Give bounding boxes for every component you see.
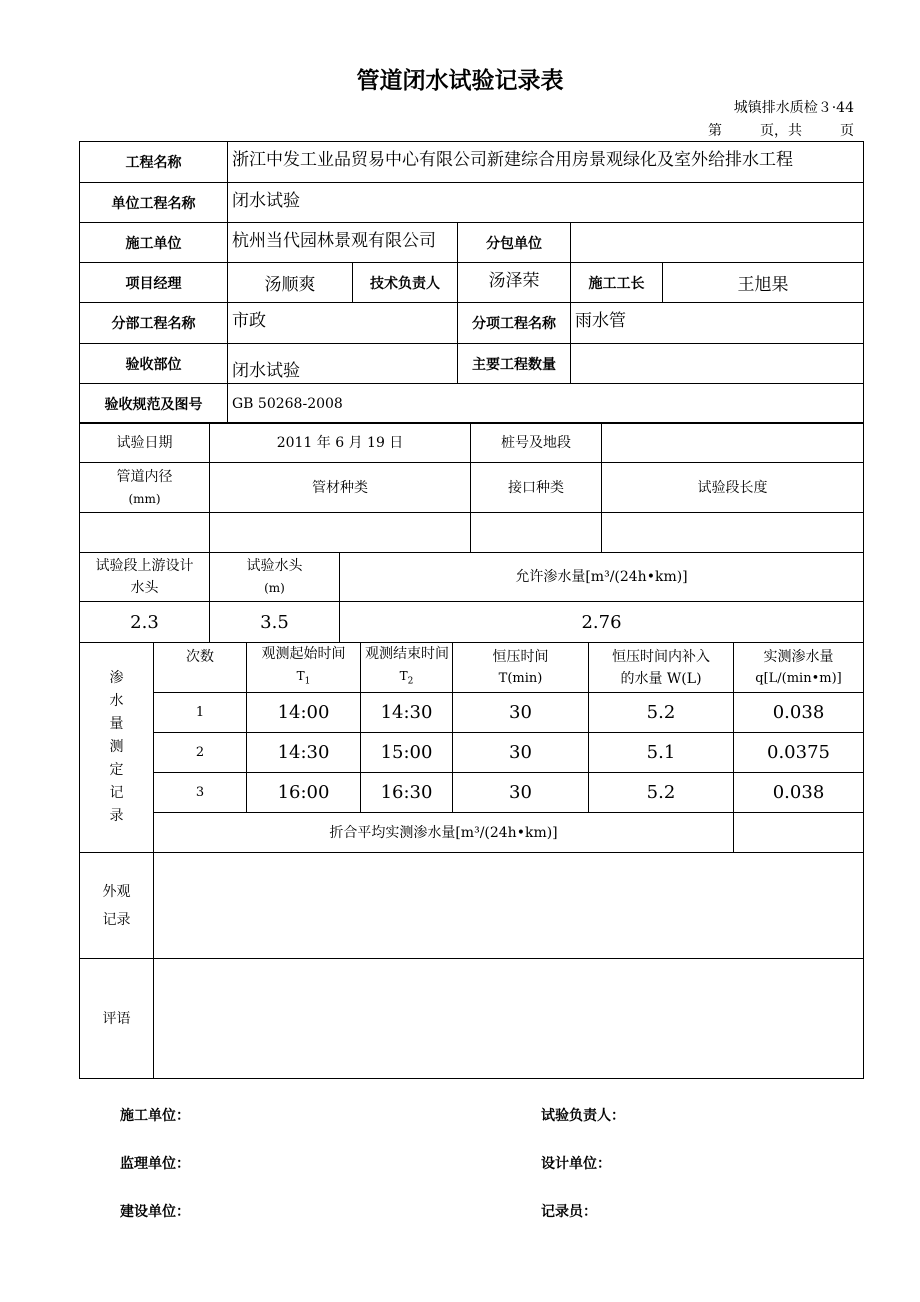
page-ye2: 页 [840, 123, 854, 139]
col-water [589, 643, 734, 693]
head-label-text: 试验水头 [246, 558, 303, 574]
page-ye: 页，共 [760, 123, 802, 139]
head-value: 3.5 [210, 602, 340, 643]
project-name-value: 浙江中发工业品贸易中心有限公司新建综合用房景观绿化及室外给排水工程 [228, 142, 864, 183]
table-row [80, 773, 864, 813]
joint-label: 接口种类 [471, 463, 602, 513]
contractor-value: 杭州当代园林景观有限公司 [228, 223, 458, 263]
diameter-label-text: 管道内径 [116, 468, 173, 485]
unit-project-value: 闭水试验 [228, 183, 864, 223]
main-qty-value [571, 344, 864, 384]
row-duration: 30 [453, 693, 589, 733]
diameter-label [80, 463, 210, 513]
upstream-value: 2.3 [80, 602, 210, 643]
row-duration: 30 [453, 733, 589, 773]
appearance-line1: 外观 [102, 883, 131, 900]
pm-value: 汤顺爽 [228, 263, 353, 303]
col-start-sub: 1 [304, 676, 311, 687]
station-value [602, 423, 864, 463]
row-start: 14:30 [247, 733, 361, 773]
upstream-label [80, 553, 210, 602]
row-q: 0.038 [734, 773, 864, 813]
footer-contractor: 施工单位： [120, 1108, 190, 1124]
row-duration: 30 [453, 773, 589, 813]
upstream-label-line1: 试验段上游设计 [95, 558, 194, 574]
row-end: 16:30 [361, 773, 453, 813]
footer-designer: 设计单位： [541, 1156, 611, 1172]
row-q: 0.0375 [734, 733, 864, 773]
material-value [210, 513, 471, 553]
row-n: 1 [154, 693, 247, 733]
sub-project-value: 市政 [228, 303, 458, 344]
seepage-table [79, 642, 864, 1079]
row-water: 5.2 [589, 693, 734, 733]
col-q-line1: 实测渗水量 [763, 648, 834, 665]
spec-value: GB 50268-2008 [228, 384, 864, 424]
col-start [247, 643, 361, 693]
page-title: 管道闭水试验记录表 [356, 68, 564, 94]
contractor-label: 施工单位 [80, 223, 228, 263]
comment-value [154, 959, 864, 1079]
row-n: 3 [154, 773, 247, 813]
side-char: 记 [109, 785, 124, 802]
test-date-label: 试验日期 [80, 423, 210, 463]
side-char: 测 [109, 739, 124, 756]
side-char: 渗 [109, 670, 124, 687]
col-water-line1: 恒压时间内补入 [612, 648, 710, 665]
allow-value: 2.76 [340, 602, 864, 643]
tech-label: 技术负责人 [353, 263, 458, 303]
upstream-label-line2: 水头 [130, 580, 159, 596]
length-value [602, 513, 864, 553]
pm-label: 项目经理 [80, 263, 228, 303]
item-project-value: 雨水管 [571, 303, 864, 344]
comment-label: 评语 [80, 959, 154, 1079]
row-start: 16:00 [247, 773, 361, 813]
page-number [708, 120, 854, 140]
col-start-line2 [251, 665, 356, 692]
header-table [79, 141, 864, 424]
table-row [80, 733, 864, 773]
accept-part-label: 验收部位 [80, 344, 228, 384]
table-row [80, 693, 864, 733]
col-q-line2: q[L/(min•m)] [755, 670, 842, 686]
page-di: 第 [708, 123, 722, 139]
item-project-label: 分项工程名称 [458, 303, 571, 344]
row-end: 15:00 [361, 733, 453, 773]
col-end [361, 643, 453, 693]
col-q [734, 643, 864, 693]
form-code: 城镇排水质检３·44 [733, 100, 854, 116]
project-name-label: 工程名称 [80, 142, 228, 183]
col-end-line1: 观测结束时间 [365, 646, 449, 662]
side-char: 录 [109, 808, 124, 825]
diameter-value [80, 513, 210, 553]
sub-project-label: 分部工程名称 [80, 303, 228, 344]
row-q: 0.038 [734, 693, 864, 733]
avg-value [734, 813, 864, 853]
length-label: 试验段长度 [602, 463, 864, 513]
row-water: 5.2 [589, 773, 734, 813]
col-duration [453, 643, 589, 693]
subcontractor-value [571, 223, 864, 263]
main-qty-label: 主要工程数量 [458, 344, 571, 384]
footer-supervisor: 监理单位： [120, 1156, 190, 1172]
col-start-line1: 观测起始时间 [261, 646, 346, 662]
side-char: 量 [109, 716, 124, 733]
accept-part-value: 闭水试验 [228, 344, 458, 384]
head-unit: (m) [264, 581, 285, 595]
col-water-line2: 的水量 W(L) [620, 670, 702, 687]
test-table [79, 422, 864, 643]
tech-value: 汤泽荣 [458, 263, 571, 303]
foreman-value: 王旭果 [663, 263, 864, 303]
joint-value [471, 513, 602, 553]
station-label: 桩号及地段 [471, 423, 602, 463]
diameter-unit: (mm) [128, 491, 161, 506]
col-dur-line1: 恒压时间 [492, 648, 549, 665]
head-label [210, 553, 340, 602]
col-dur-line2: T(min) [498, 670, 543, 686]
seepage-side-label [80, 643, 154, 853]
footer-recorder: 记录员： [541, 1204, 597, 1220]
footer-owner: 建设单位： [120, 1204, 190, 1220]
row-start: 14:00 [247, 693, 361, 733]
row-n: 2 [154, 733, 247, 773]
col-count: 次数 [154, 643, 247, 693]
appearance-value [154, 853, 864, 959]
material-label: 管材种类 [210, 463, 471, 513]
col-end-sub: 2 [407, 676, 414, 687]
col-end-t: T [399, 669, 408, 683]
side-char: 定 [109, 762, 124, 779]
col-end-line2 [365, 665, 448, 692]
side-char: 水 [109, 693, 124, 710]
appearance-line2: 记录 [102, 911, 131, 928]
row-end: 14:30 [361, 693, 453, 733]
allow-label: 允许渗水量[m³/(24h•km)] [340, 553, 864, 602]
appearance-label [80, 853, 154, 959]
unit-project-label: 单位工程名称 [80, 183, 228, 223]
spec-label: 验收规范及图号 [80, 384, 228, 424]
test-date-value: 2011 年 6 月 19 日 [210, 423, 471, 463]
footer-tester: 试验负责人： [541, 1108, 625, 1124]
subcontractor-label: 分包单位 [458, 223, 571, 263]
row-water: 5.1 [589, 733, 734, 773]
avg-label: 折合平均实测渗水量[m³/(24h•km)] [154, 813, 734, 853]
col-start-t: T [296, 669, 305, 683]
foreman-label: 施工工长 [571, 263, 663, 303]
